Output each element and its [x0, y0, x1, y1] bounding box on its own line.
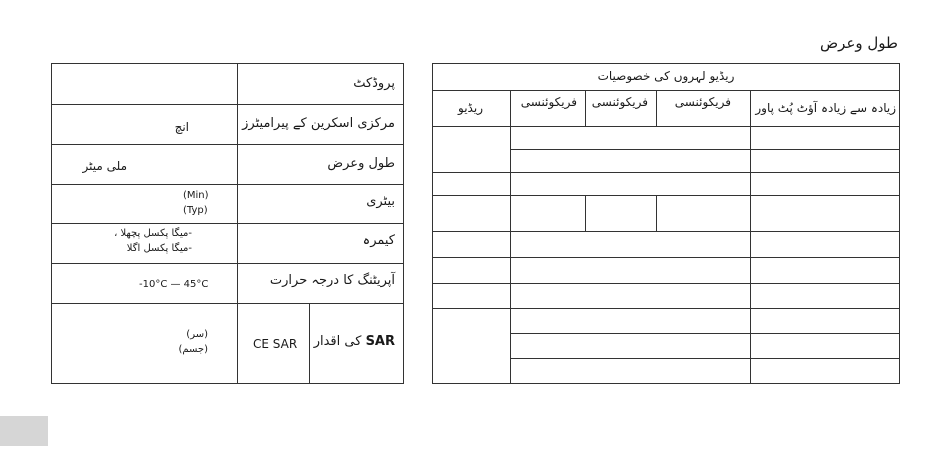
- row-divider: [52, 144, 403, 145]
- row-divider: [52, 223, 403, 224]
- sar-head: (سر): [186, 329, 208, 340]
- sar-standard-divider: [309, 303, 310, 383]
- temperature-range: -10°C — 45°C: [139, 279, 209, 290]
- radio-table-title: ریڈیو لہروں کی خصوصیات: [597, 69, 735, 83]
- screen-unit: انچ: [174, 120, 189, 134]
- battery-typ: (Typ): [183, 205, 208, 216]
- dimensions-unit: ملی میٹر: [82, 159, 127, 173]
- sar-label-bold: SAR: [365, 334, 395, 349]
- battery-label: بیٹری: [366, 194, 395, 209]
- column-divider: [656, 90, 657, 126]
- row-divider: [52, 184, 403, 185]
- spec-table: [51, 63, 404, 384]
- sar-standard: CE SAR: [253, 337, 298, 351]
- column-divider: [656, 195, 657, 231]
- row-divider: [52, 303, 403, 304]
- header-frequency: فریکوئنسی: [591, 95, 648, 109]
- row-divider: [433, 195, 899, 196]
- row-divider: [510, 149, 899, 150]
- row-divider: [433, 231, 899, 232]
- column-divider: [585, 90, 586, 126]
- header-max-power: زیادہ سے زیادہ آؤٹ پُٹ پاور: [755, 101, 896, 115]
- row-divider: [52, 104, 403, 105]
- header-frequency: فریکوئنسی: [674, 95, 731, 109]
- camera-front: -میگا پکسل اگلا: [126, 243, 192, 254]
- dimensions-label: طول وعرض: [327, 156, 395, 171]
- page-heading: طول وعرض: [820, 34, 898, 52]
- screen-label: مرکزی اسکرین کے پیرامیٹرز: [242, 116, 395, 131]
- camera-rear: -میگا پکسل پچھلا ،: [114, 228, 192, 239]
- row-divider: [433, 283, 899, 284]
- header-frequency: فریکوئنسی: [520, 95, 577, 109]
- column-divider: [585, 195, 586, 231]
- row-divider: [510, 358, 899, 359]
- row-divider: [433, 257, 899, 258]
- row-divider: [433, 308, 899, 309]
- row-divider: [433, 172, 899, 173]
- row-divider: [52, 263, 403, 264]
- row-divider: [510, 333, 899, 334]
- header-radio: ریڈیو: [458, 101, 483, 115]
- battery-min: (Min): [183, 190, 209, 201]
- radio-table: [432, 63, 900, 384]
- temperature-label: آپریٹنگ کا درجہ حرارت: [269, 273, 395, 288]
- column-divider: [750, 90, 751, 383]
- sar-label: [314, 334, 395, 349]
- row-divider: [433, 90, 899, 91]
- product-label: پروڈکٹ: [353, 76, 395, 91]
- column-divider: [510, 126, 511, 383]
- column-divider: [510, 90, 511, 126]
- sar-label-rest: کی اقدار: [313, 334, 362, 349]
- page-tab: [0, 416, 48, 446]
- sar-body: (جسم): [178, 344, 208, 355]
- camera-label: کیمرہ: [362, 233, 395, 248]
- row-divider: [433, 126, 899, 127]
